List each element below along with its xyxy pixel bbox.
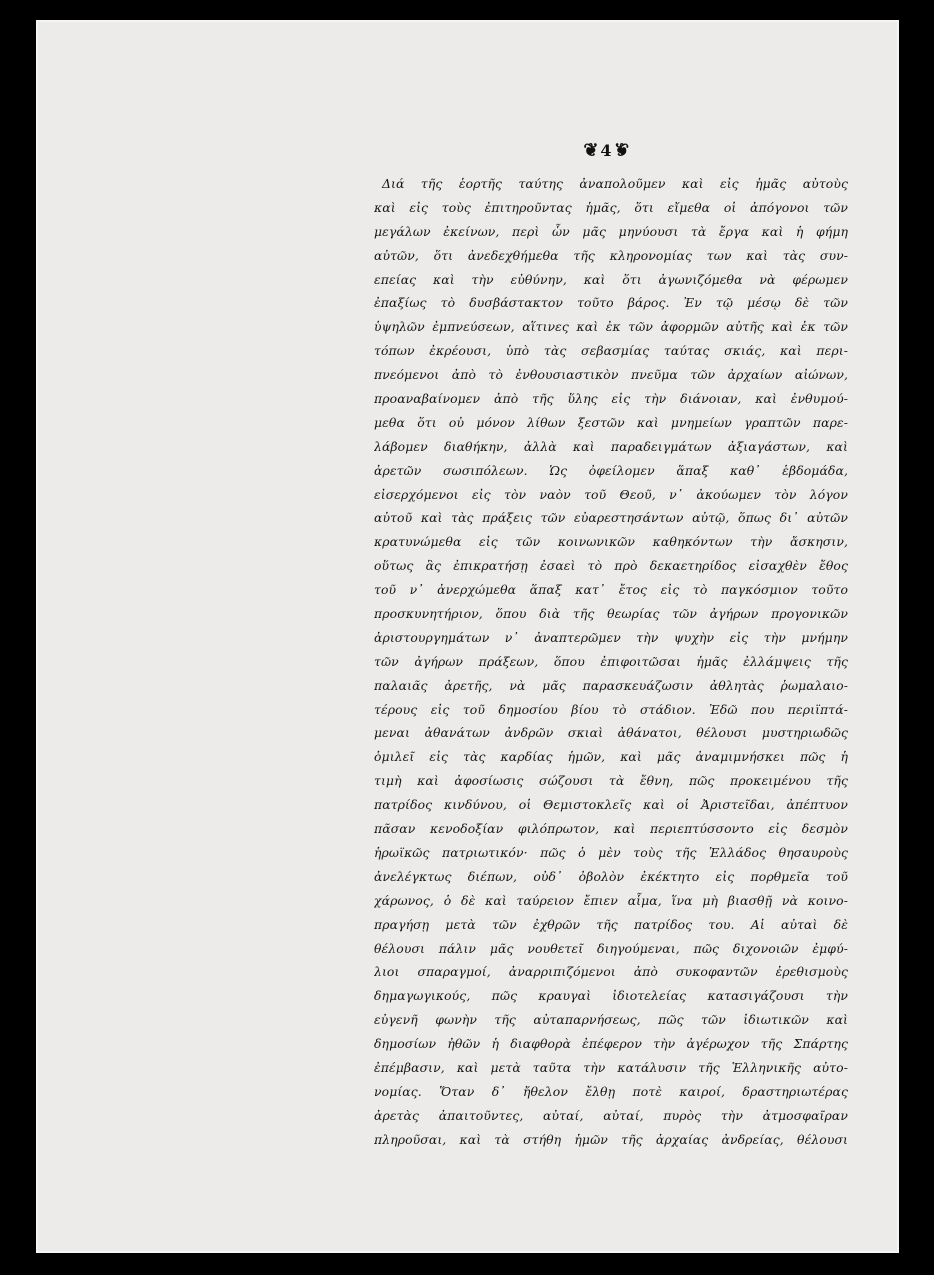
text-line: ἀρετῶν σωσιπόλεων. Ὡς ὀφείλομεν ἅπαξ καθ᾿ ἑβδομάδα,	[374, 462, 848, 478]
page-sheet	[36, 20, 899, 1253]
text-line: καὶ εἰς τοὺς ἐπιτηροῦντας ἡμᾶς, ὅτι εἴμεθα οἱ ἀπόγονοι τῶν	[374, 199, 848, 215]
text-line: εἰσερχόμενοι εἰς τὸν ναὸν τοῦ Θεοῦ, ν᾿ ἀκούωμεν τὸν λόγον	[374, 486, 848, 502]
page-number: 4	[600, 140, 612, 160]
text-line: προαναβαίνομεν ἀπὸ τῆς ὕλης εἰς τὴν διάνοιαν, καὶ ἐνθυμού-	[374, 391, 848, 407]
text-line: οὕτως ἃς ἐπικρατήσῃ ἐσαεὶ τὸ πρὸ δεκαετηρίδος εἰσαχθὲν ἔθος	[374, 558, 848, 574]
text-line: δημοσίων ἠθῶν ἡ διαφθορὰ ἐπέφερον τὴν ἀγέρωχον τῆς Σπάρτης	[374, 1036, 848, 1052]
body-text	[374, 172, 848, 1152]
text-line: τιμὴ καὶ ἀφοσίωσις σώζουσι τὰ ἔθνη, πῶς προκειμένου τῆς	[374, 773, 848, 789]
text-line: αὐτοῦ καὶ τὰς πράξεις τῶν εὐαρεστησάντων αὐτῷ, ὅπως δι᾿ αὐτῶν	[374, 510, 848, 526]
text-line: μεγάλων ἐκείνων, περὶ ὧν μᾶς μηνύουσι τὰ ἔργα καὶ ἡ φήμη	[374, 223, 848, 239]
text-line: τοῦ ν᾿ ἀνερχώμεθα ἅπαξ κατ᾿ ἔτος εἰς τὸ παγκόσμιον τοῦτο	[374, 582, 848, 598]
text-line: πληροῦσαι, καὶ τὰ στήθη ἡμῶν τῆς ἀρχαίας ἀνδρείας, θέλουσι	[374, 1131, 848, 1147]
text-line: προσκυνητήριον, ὅπου διὰ τῆς θεωρίας τῶν ἀγήρων προγονικῶν	[374, 606, 848, 622]
text-line: αὐτῶν, ὅτι ἀνεδεχθήμεθα τῆς κληρονομίας των καὶ τὰς συν-	[374, 247, 848, 263]
page-number-header	[558, 139, 654, 161]
text-line: επείας καὶ τὴν εὐθύνην, καὶ ὅτι ἀγωνιζόμεθα νὰ φέρωμεν	[374, 271, 848, 287]
text-line: πατρίδος κινδύνου, οἱ Θεμιστοκλεῖς καὶ οἱ Ἀριστεῖδαι, ἀπέπτυον	[374, 797, 848, 813]
text-line: τόπων ἐκρέουσι, ὑπὸ τὰς σεβασμίας ταύτας σκιάς, καὶ περι-	[374, 343, 848, 359]
text-line: Διά τῆς ἑορτῆς ταύτης ἀναπολοῦμεν καὶ εἰς ἡμᾶς αὐτοὺς	[382, 176, 848, 191]
text-line: νομίας. Ὅταν δ᾿ ἤθελον ἔλθῃ ποτὲ καιροί, δραστηριωτέρας	[374, 1083, 848, 1099]
text-line: λάβομεν διαθήκην, ἀλλὰ καὶ παραδειγμάτων ἀξιαγάστων, καὶ	[374, 438, 848, 454]
text-line: ὑψηλῶν ἐμπνεύσεων, αἵτινες καὶ ἐκ τῶν ἀφορμῶν αὐτῆς καὶ ἐκ τῶν	[374, 319, 848, 335]
text-line: εὐγενῆ φωνὴν τῆς αὐταπαρνήσεως, πῶς τῶν ἰδιωτικῶν καὶ	[374, 1012, 848, 1028]
text-line: δημαγωγικούς, πῶς κραυγαὶ ἰδιοτελείας κατασιγάζουσι τὴν	[374, 988, 848, 1004]
text-line: ἀνελέγκτως διέπων, οὐδ᾿ ὀβολὸν ἐκέκτητο εἰς πορθμεῖα τοῦ	[374, 868, 848, 884]
text-line: πᾶσαν κενοδοξίαν φιλόπρωτον, καὶ περιεπτύσσοντο εἰς δεσμὸν	[374, 821, 848, 837]
text-line: ἐπαξίως τὸ δυσβάστακτον τοῦτο βάρος. Ἐν τῷ μέσῳ δὲ τῶν	[374, 295, 848, 311]
text-line: ἀριστουργημάτων ν᾿ ἀναπτερῶμεν τὴν ψυχὴν εἰς τὴν μνήμην	[374, 629, 848, 645]
text-line: χάρωνος, ὁ δὲ καὶ ταύρειον ἔπιεν αἷμα, ἵνα μὴ βιασθῇ νὰ κοινο-	[374, 892, 848, 908]
text-line: πνεόμενοι ἀπὸ τὸ ἐνθουσιαστικὸν πνεῦμα τῶν ἀρχαίων αἰώνων,	[374, 367, 848, 383]
text-line: τῶν ἀγήρων πράξεων, ὅπου ἐπιφοιτῶσαι ἡμᾶς ἐλλάμψεις τῆς	[374, 653, 848, 669]
ornament-right-icon: ❦	[617, 139, 629, 161]
text-line: παλαιᾶς ἀρετῆς, νὰ μᾶς παρασκευάζωσιν ἀθλητὰς ῥωμαλαιο-	[374, 677, 848, 693]
text-line: κρατυνώμεθα εἰς τῶν κοινωνικῶν καθηκόντων τὴν ἄσκησιν,	[374, 534, 848, 550]
text-line: τέρους εἰς τοῦ δημοσίου βίου τὸ στάδιον. Ἐδῶ που περιϊπτά-	[374, 701, 848, 717]
text-line: ὁμιλεῖ εἰς τὰς καρδίας ἡμῶν, καὶ μᾶς ἀναμιμνήσκει πῶς ἡ	[374, 749, 848, 765]
text-line: ἡρωϊκῶς πατριωτικόν· πῶς ὁ μὲν τοὺς τῆς Ἑλλάδος θησαυροὺς	[374, 844, 848, 860]
ornament-left-icon: ❦	[583, 139, 595, 161]
text-line: μεναι ἀθανάτων ἀνδρῶν σκιαὶ ἀθάνατοι, θέλουσι μυστηριωδῶς	[374, 725, 848, 741]
text-line: λιοι σπαραγμοί, ἀναρριπιζόμενοι ἀπὸ συκοφαντῶν ἐρεθισμοὺς	[374, 964, 848, 980]
text-line: θέλουσι πάλιν μᾶς νουθετεῖ διηγούμεναι, πῶς διχονοιῶν ἐμφύ-	[374, 940, 848, 956]
text-line: μεθα ὅτι οὐ μόνον λίθων ξεστῶν καὶ μνημείων γραπτῶν παρε-	[374, 414, 848, 430]
text-line: πραγήσῃ μετὰ τῶν ἐχθρῶν τῆς πατρίδος του. Αἱ αὐταὶ δὲ	[374, 916, 848, 932]
text-line: ἐπέμβασιν, καὶ μετὰ ταῦτα τὴν κατάλυσιν τῆς Ἑλληνικῆς αὐτο-	[374, 1059, 848, 1075]
text-line: ἀρετὰς ἀπαιτοῦντες, αὐταί, αὐταί, πυρὸς τὴν ἀτμοσφαῖραν	[374, 1107, 848, 1123]
